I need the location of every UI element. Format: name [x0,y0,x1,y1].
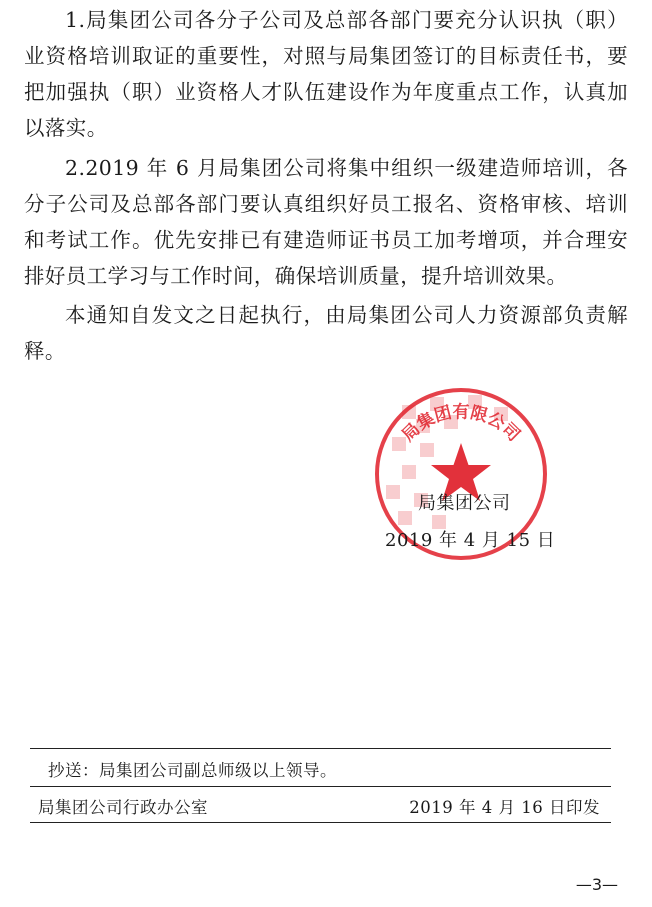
signature-organization: 局集团公司 [418,493,511,514]
paragraph-1: 1.局集团公司各分子公司及总部各部门要充分认识执（职）业资格培训取证的重要性，对照与局集团签订的目标责任书，要把加强执（职）业资格人才队伍建设作为年度重点工作，认真加以落实。 [24,8,628,140]
cc-line [48,757,337,781]
seal-text: 局集团有限公司 [398,402,524,446]
issue-date: 2019 年 4 月 16 日印发 [409,798,600,817]
cc-recipients: 局集团公司副总师级以上领导。 [99,761,337,780]
footer-divider-bottom [30,822,611,823]
paragraph-2: 2.2019 年 6 月局集团公司将集中组织一级建造师培训，各分子公司及总部各部门要认真组织好员工报名、资格审核、培训和考试工作。优先安排已有建造师证书员工加考增项，并合理安排好员工学习与工作时间，确保培训质量，提升培训效果。 [24,156,628,288]
footer-divider-top [30,748,611,749]
issuing-office: 局集团公司行政办公室 [38,798,208,817]
cc-label: 抄送： [48,761,99,780]
signature-date: 2019 年 4 月 15 日 [385,530,556,551]
page-number: —3— [575,875,618,894]
paragraph-3: 本通知自发文之日起执行，由局集团公司人力资源部负责解释。 [24,303,628,363]
footer-divider-middle [30,786,611,787]
